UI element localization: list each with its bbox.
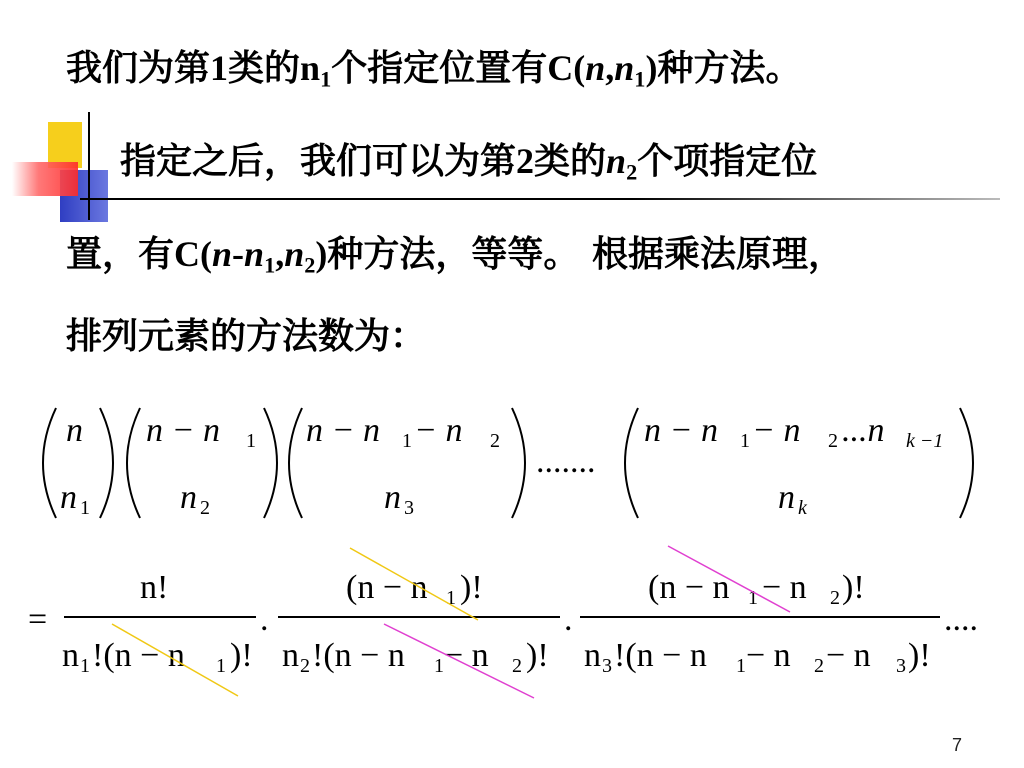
binomial-4-right-paren xyxy=(960,408,973,518)
line2-seg-d: n xyxy=(606,141,627,181)
binomial-4-top-sub1: 1 xyxy=(740,430,750,452)
binomial-2-bottom-sub: 2 xyxy=(200,497,210,519)
line3-seg-h: n xyxy=(284,234,305,274)
fraction-1-den-a: n xyxy=(62,637,79,674)
binomial-4-left-paren xyxy=(625,408,638,518)
line2-seg-b: 2 xyxy=(516,141,535,181)
fraction-2-den-b: !(n − n xyxy=(312,637,405,674)
line3-seg-c: n xyxy=(212,234,233,274)
fraction-2-den-s3: 2 xyxy=(512,655,522,677)
binomial-1-right-paren xyxy=(100,408,113,518)
binomial-3-bottom-sub: 3 xyxy=(404,497,414,519)
line1-seg-h: n xyxy=(585,48,606,88)
line3-seg-f: 1 xyxy=(264,252,276,278)
line3-seg-b: C( xyxy=(174,234,213,274)
equals-sign: = xyxy=(28,601,48,638)
line1-seg-m: 种方法。 xyxy=(657,47,802,89)
binomial-4-top-b: − n xyxy=(752,412,801,449)
fraction-3-den-b: !(n − n xyxy=(614,637,707,674)
line3-seg-e: n xyxy=(244,234,265,274)
fraction-1-den-b: !(n − n xyxy=(92,637,185,674)
fraction-2 xyxy=(278,569,560,677)
line1-seg-c: 类的 xyxy=(228,47,301,89)
line2-seg-c: 类的 xyxy=(534,140,607,182)
binomial-4-top-sub3: k −1 xyxy=(906,430,944,452)
fraction-1 xyxy=(62,569,256,677)
line1-seg-l: ) xyxy=(645,48,658,88)
fraction-3-den-s3: 2 xyxy=(814,655,824,677)
line3-seg-a: 置，有 xyxy=(66,233,175,275)
binomial-3-top-sub2: 2 xyxy=(490,430,500,452)
binomial-1 xyxy=(43,408,113,519)
dot-separator-2: . xyxy=(564,601,573,638)
fraction-1-den-s2: 1 xyxy=(216,655,226,677)
binomial-2-top-sub: 1 xyxy=(246,430,256,452)
fraction-3-den-s1: 3 xyxy=(602,655,612,677)
binomial-2-left-paren xyxy=(127,408,140,518)
binomial-1-top: n xyxy=(66,412,83,449)
line3-seg-g: , xyxy=(275,234,285,274)
fraction-3-num-c: )! xyxy=(842,569,865,606)
binomial-3-right-paren xyxy=(512,408,525,518)
line1-seg-k: 1 xyxy=(634,66,646,92)
fraction-2-num-s1: 1 xyxy=(446,587,456,609)
binomial-4-bottom-sub: k xyxy=(798,497,807,519)
fraction-3-num-a: (n − n xyxy=(648,569,730,606)
binomial-3-bottom: n xyxy=(384,479,401,516)
line3-seg-i: 2 xyxy=(304,252,316,278)
fraction-3-den-s4: 3 xyxy=(896,655,906,677)
binomial-1-left-paren xyxy=(43,408,56,518)
fraction-1-numerator: n! xyxy=(140,569,169,606)
binomial-4-top-a: n − n xyxy=(644,412,718,449)
fraction-2-num-a: (n − n xyxy=(346,569,428,606)
line1-seg-d: n xyxy=(300,48,321,88)
binomial-3 xyxy=(289,408,525,519)
line3-seg-d: - xyxy=(232,234,245,274)
fraction-3-den-a: n xyxy=(584,637,601,674)
trailing-ellipsis: .... xyxy=(944,601,978,638)
binomial-1-bottom: n xyxy=(60,479,77,516)
line1-seg-j: n xyxy=(614,48,635,88)
fraction-2-den-s2: 1 xyxy=(434,655,444,677)
fraction-3-den-d: − n xyxy=(826,637,871,674)
fraction-3-num-s2: 2 xyxy=(830,587,840,609)
binomial-4 xyxy=(625,408,973,519)
binomial-4-top-sub2: 2 xyxy=(828,430,838,452)
binomial-ellipsis: ....... xyxy=(536,443,596,480)
binomial-3-top-b: − n xyxy=(414,412,463,449)
fraction-3-num-s1: 1 xyxy=(748,587,758,609)
line1-seg-i: , xyxy=(605,48,615,88)
fraction-3-den-e: )! xyxy=(908,637,931,674)
binomial-3-top-a: n − n xyxy=(306,412,380,449)
fraction-2-den-a: n xyxy=(282,637,299,674)
fraction-2-den-c: − n xyxy=(444,637,489,674)
fraction-3-num-b: − n xyxy=(762,569,807,606)
line2-seg-f: 个项指定位 xyxy=(637,140,818,182)
binomial-2-right-paren xyxy=(264,408,277,518)
dot-separator-1: . xyxy=(260,601,269,638)
fraction-2-den-d: )! xyxy=(526,637,549,674)
line2-seg-a: 指定之后，我们可以为第 xyxy=(120,140,517,182)
line1-seg-b: 1 xyxy=(210,48,229,88)
line1-seg-f: 个指定位置有 xyxy=(331,47,548,89)
binomial-2-bottom: n xyxy=(180,479,197,516)
line1-seg-a: 我们为第 xyxy=(66,47,211,89)
fraction-2-num-b: )! xyxy=(460,569,483,606)
binomial-3-left-paren xyxy=(289,408,302,518)
fraction-2-den-s1: 2 xyxy=(300,655,310,677)
binomial-4-top-c: ...n xyxy=(842,412,885,449)
line3-seg-k: 种方法，等等。 根据乘法原理， xyxy=(327,233,844,275)
line1-seg-e: 1 xyxy=(320,66,332,92)
binomial-3-top-sub1: 1 xyxy=(402,430,412,452)
fraction-1-den-s1: 1 xyxy=(80,655,90,677)
line2-seg-e: 2 xyxy=(626,159,638,185)
line3-seg-j: ) xyxy=(315,234,328,274)
fraction-3-den-s2: 1 xyxy=(736,655,746,677)
binomial-1-bottom-sub: 1 xyxy=(80,497,90,519)
binomial-2 xyxy=(127,408,277,519)
fraction-3 xyxy=(580,569,940,677)
line4-text: 排列元素的方法数为： xyxy=(66,315,427,357)
fraction-3-den-c: − n xyxy=(746,637,791,674)
binomial-2-top: n − n xyxy=(146,412,220,449)
binomial-4-bottom: n xyxy=(778,479,795,516)
fraction-1-den-c: )! xyxy=(230,637,253,674)
line1-seg-g: C( xyxy=(547,48,586,88)
page-number: 7 xyxy=(951,735,962,755)
